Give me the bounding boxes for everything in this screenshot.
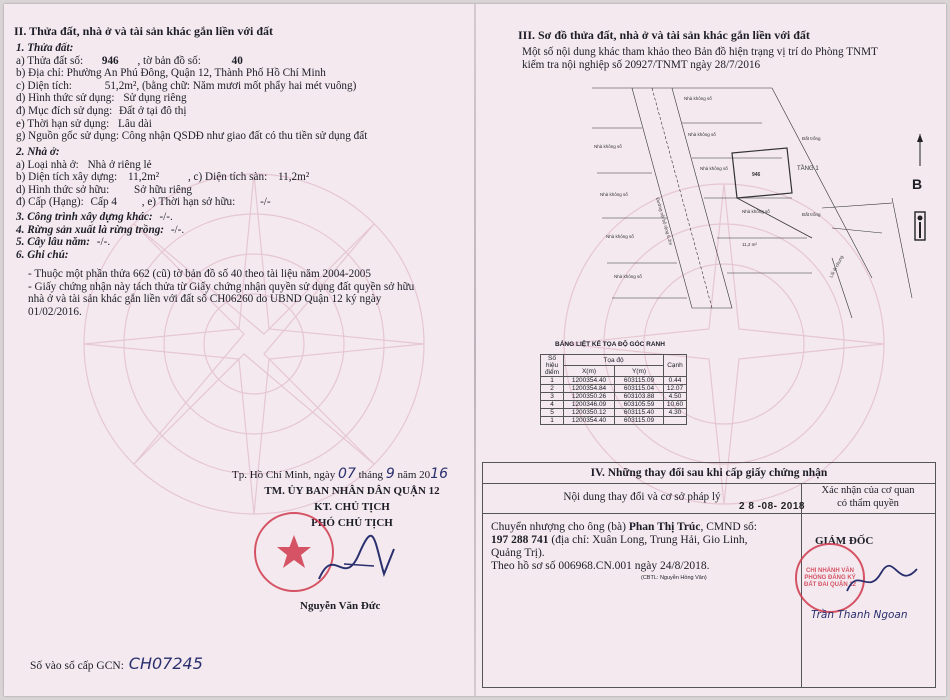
parcel-number: 946 [101, 54, 119, 67]
issue-date: Tp. Hồ Chí Minh, ngày 07 tháng 9 năm 2016 [232, 466, 449, 482]
svg-text:Đất trống: Đất trống [802, 212, 821, 217]
map-reference-line-2: kiểm tra nội nghiệp số 20927/TNMT ngày 28/7/2016 [522, 58, 761, 71]
north-label: B [912, 176, 923, 192]
coords-row [541, 401, 687, 409]
coords-cell-y: 603103.88 [615, 393, 664, 401]
parcel-946-outline [732, 148, 792, 198]
coords-cell-y: 603115.09 [615, 377, 664, 385]
land-origin: g) Nguồn gốc sử dụng: Công nhận QSDĐ như giao đất có thu tiền sử dụng đất [16, 130, 368, 143]
map-label-parcel: 946 [752, 172, 761, 178]
land-section [16, 42, 367, 143]
house-section [16, 146, 309, 209]
map-label-lane: Lối đi chung [828, 254, 845, 279]
director-title: GIÁM ĐỐC [815, 535, 874, 547]
map-reference-line-1: Một số nội dung khác tham khảo theo Bản đồ hiện trạng vị trí do Phòng TNMT [522, 46, 878, 58]
registry-number-handwritten: CH07245 [128, 654, 203, 673]
svg-text:Nhà không số: Nhà không số [600, 192, 628, 197]
notes [28, 268, 414, 318]
issuer-role: PHÓ CHỦ TỊCH [311, 516, 393, 529]
svg-text:Nhà không số: Nhà không số [700, 166, 728, 171]
left-page [14, 4, 469, 696]
land-area: c) Diện tích: 51,2m², (bằng chữ: Năm mươi mốt phẩy hai mét vuông) [16, 79, 357, 92]
coords-cell-x: 1200346.09 [564, 401, 615, 409]
section-iii-title: III. Sơ đồ thửa đất, nhà ở và tài sản khác gắn liền với đất [518, 28, 810, 42]
house-type: a) Loại nhà ở: Nhà ở riêng lẻ [16, 158, 152, 171]
house-heading: 2. Nhà ở: [16, 146, 60, 158]
land-heading: 1. Thửa đất: [16, 42, 74, 54]
coords-row [541, 393, 687, 401]
svg-text:Nhà không số: Nhà không số [594, 144, 622, 149]
confirm-date-stamp: 2 8 -08- 2018 [739, 501, 805, 512]
land-use-purpose: đ) Mục đích sử dụng: Đất ở tại đô thị [16, 104, 187, 117]
other-items [16, 211, 184, 261]
land-use-form: d) Hình thức sử dụng: Sử dụng riêng [16, 92, 187, 105]
coords-row [541, 417, 687, 425]
checker-note: (CBTL: Nguyễn Hồng Vân) [641, 575, 707, 581]
certificate-spread [4, 4, 946, 696]
land-parcel-line: a) Thửa đất số: 946 , tờ bản đồ số: 40 [16, 54, 243, 67]
coords-cell-y: 603115.40 [615, 409, 664, 417]
note-2-line-2: nhà ở và tài sản khác gắn liền với đất số CH06260 do UBND Quận 12 ký ngày [28, 293, 382, 306]
issuer-kt: KT. CHỦ TỊCH [314, 501, 390, 514]
item-4: 4. Rừng sản xuất là rừng trồng: -/-. [16, 223, 185, 236]
coords-row [541, 409, 687, 417]
house-ownership: d) Hình thức sở hữu: Sở hữu riêng [16, 183, 193, 196]
issue-year: 16 [430, 466, 449, 482]
change-entry-line-1: Chuyển nhượng cho ông (bà) Phan Thị Trúc, CMND số: [491, 521, 757, 533]
transferee-name: Phan Thị Trúc [628, 521, 701, 533]
changes-col-content: Nội dung thay đổi và cơ sở pháp lý [563, 491, 721, 503]
coords-table-title: BẢNG LIỆT KÊ TỌA ĐỘ GÓC RANH [555, 341, 665, 348]
coords-cell-point: 1 [541, 377, 564, 385]
svg-text:Nhà không số: Nhà không số [742, 209, 770, 214]
changes-table [482, 462, 936, 688]
transferee-id: 197 288 741 [491, 534, 549, 546]
note-1: - Thuộc một phần thửa 662 (cũ) tờ bản đồ số 40 theo tài liệu năm 2004-2005 [28, 268, 371, 280]
coords-cell-edge: 0.44 [664, 377, 687, 385]
coords-cell-point: 2 [541, 385, 564, 393]
coords-table [540, 354, 687, 425]
section-ii-title: II. Thửa đất, nhà ở và tài sản khác gắn liền với đất [14, 24, 274, 38]
director-signature [843, 561, 923, 601]
coords-header-y: Y(m) [615, 366, 664, 377]
coords-cell-edge: 10.60 [664, 401, 687, 409]
chairman-signature [314, 534, 404, 594]
svg-text:Nhà không số: Nhà không số [606, 234, 634, 239]
coords-cell-point: 5 [541, 409, 564, 417]
house-area: b) Diện tích xây dựng: 11,2m² , c) Diện tích sàn: 11,2m² [16, 171, 310, 184]
house-grade: đ) Cấp (Hạng): Cấp 4 , e) Thời hạn sở hữu: -/- [16, 196, 271, 209]
coords-header-point: Số hiệu điểm [541, 355, 564, 377]
coords-row [541, 377, 687, 385]
coords-cell-edge: 4.30 [664, 409, 687, 417]
svg-text:Nhà không số: Nhà không số [688, 132, 716, 137]
change-entry-line-4: Theo hồ sơ số 006968.CN.001 ngày 24/8/2018. [491, 560, 710, 572]
change-entry [491, 521, 797, 581]
item-5: 5. Cây lâu năm: -/-. [16, 236, 111, 249]
coords-cell-edge: 12.07 [664, 385, 687, 393]
signer-name: Nguyễn Văn Đức [300, 600, 381, 612]
item-3: 3. Công trình xây dựng khác: -/-. [16, 211, 173, 223]
registry-number: Số vào sổ cấp GCN: CH07245 [30, 654, 203, 673]
director-name: Trần Thanh Ngoan [811, 609, 908, 621]
map-label-house: Nhà không số [684, 96, 712, 101]
coords-header-edge: Cạnh [664, 355, 687, 377]
coords-cell-x: 1200350.12 [564, 409, 615, 417]
star-icon [274, 532, 314, 572]
changes-title: IV. Những thay đổi sau khi cấp giấy chứng nhận [590, 467, 828, 479]
note-2-line-1: - Giấy chứng nhận này tách thửa từ Giấy chứng nhận quyền sử dụng đất quyền sở hữu [28, 280, 415, 293]
coords-cell-edge: 4.50 [664, 393, 687, 401]
registration-office-seal: CHI NHÁNH VĂN PHÒNG ĐĂNG KÝ ĐẤT ĐAI QUẬN 12 [795, 543, 865, 613]
map-label-road: Đường nội bộ rộng 6,2m [655, 196, 674, 246]
svg-text:Nhà không số: Nhà không số [614, 274, 642, 279]
coords-cell-x: 1200354.84 [564, 385, 615, 393]
coords-header-x: X(m) [564, 366, 615, 377]
land-use-term: e) Thời hạn sử dụng: Lâu dài [16, 117, 152, 130]
coords-row [541, 385, 687, 393]
coords-cell-x: 1200354.40 [564, 377, 615, 385]
coords-cell-y: 603105.59 [615, 401, 664, 409]
land-address: b) Địa chỉ: Phường An Phú Đông, Quận 12, Thành Phố Hồ Chí Minh [16, 67, 326, 80]
coords-cell-y: 603115.04 [615, 385, 664, 393]
map-label-area: 11,2 m² [742, 242, 757, 247]
map-label-vacant: Đất trống [802, 136, 821, 141]
change-entry-line-3: Quảng Trị). [491, 547, 545, 559]
map-sheet-number: 40 [231, 54, 243, 67]
coords-cell-y: 603115.09 [615, 417, 664, 425]
changes-col-confirm: Xác nhận của cơ quan có thẩm quyền [821, 485, 915, 509]
issue-month: 9 [385, 466, 395, 482]
map-reference [522, 46, 878, 71]
coords-cell-edge [664, 417, 687, 425]
coords-cell-point: 1 [541, 417, 564, 425]
right-page [482, 4, 940, 696]
coords-cell-point: 4 [541, 401, 564, 409]
map-label-floor: TẦNG 1 [797, 166, 819, 172]
note-2-line-3: 01/02/2016. [28, 305, 82, 318]
coords-cell-x: 1200354.40 [564, 417, 615, 425]
site-plan-diagram [592, 78, 922, 328]
coords-cell-x: 1200350.26 [564, 393, 615, 401]
issuer-org: TM. ỦY BAN NHÂN DÂN QUẬN 12 [264, 484, 440, 497]
notes-heading: 6. Ghi chú: [16, 248, 69, 261]
page-fold [474, 4, 476, 696]
issue-day: 07 [338, 466, 356, 482]
coords-header-coord: Tọa độ [564, 355, 664, 366]
change-entry-line-2: 197 288 741 (địa chỉ: Xuân Long, Trung Hải, Gio Linh, [491, 534, 748, 546]
coords-cell-point: 3 [541, 393, 564, 401]
